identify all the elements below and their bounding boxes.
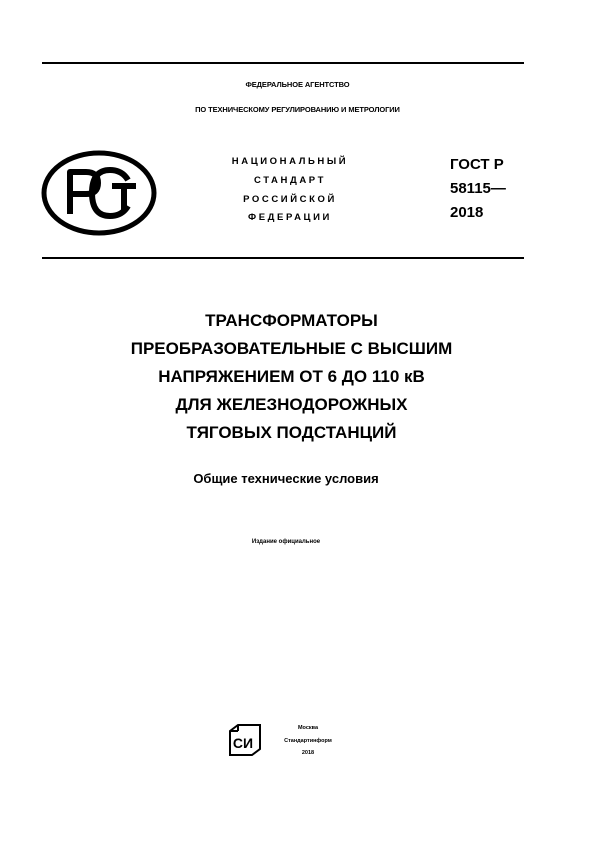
standard-type-line-1: НАЦИОНАЛЬНЫЙ xyxy=(231,156,349,167)
standard-type-line-2: СТАНДАРТ xyxy=(254,175,326,186)
document-title-line-1: ТРАНСФОРМАТОРЫ xyxy=(205,311,378,330)
standard-type-line-3: РОССИЙСКОЙ xyxy=(243,194,337,205)
gost-number: 58115— xyxy=(450,180,506,197)
publisher-city: Москва xyxy=(297,725,319,731)
document-title-line-3: НАПРЯЖЕНИЕМ ОТ 6 ДО 110 кВ xyxy=(158,367,425,386)
gost-prefix: ГОСТ Р xyxy=(450,156,504,173)
agency-name-line-2: ПО ТЕХНИЧЕСКОМУ РЕГУЛИРОВАНИЮ И МЕТРОЛОГИИ xyxy=(195,105,400,114)
rst-certification-mark-icon xyxy=(40,150,158,236)
publisher-name: Стандартинформ xyxy=(284,738,332,744)
document-title-line-5: ТЯГОВЫХ ПОДСТАНЦИЙ xyxy=(186,423,397,442)
standard-type-line-4: ФЕДЕРАЦИИ xyxy=(248,212,332,223)
document-title-line-4: ДЛЯ ЖЕЛЕЗНОДОРОЖНЫХ xyxy=(175,395,408,414)
edition-note: Издание официальное xyxy=(251,539,321,545)
rst-letter-t xyxy=(112,186,136,210)
standartinform-logo-icon xyxy=(226,723,262,757)
agency-name-line-1: ФЕДЕРАЛЬНОЕ АГЕНТСТВО xyxy=(245,80,350,89)
publisher-logo-text: СИ xyxy=(232,735,254,751)
gost-year: 2018 xyxy=(450,204,484,221)
publisher-year: 2018 xyxy=(301,750,315,756)
document-subtitle: Общие технические условия xyxy=(193,471,379,486)
document-title-line-2: ПРЕОБРАЗОВАТЕЛЬНЫЕ С ВЫСШИМ xyxy=(130,339,453,358)
middle-divider xyxy=(42,257,524,259)
top-divider xyxy=(42,62,524,64)
